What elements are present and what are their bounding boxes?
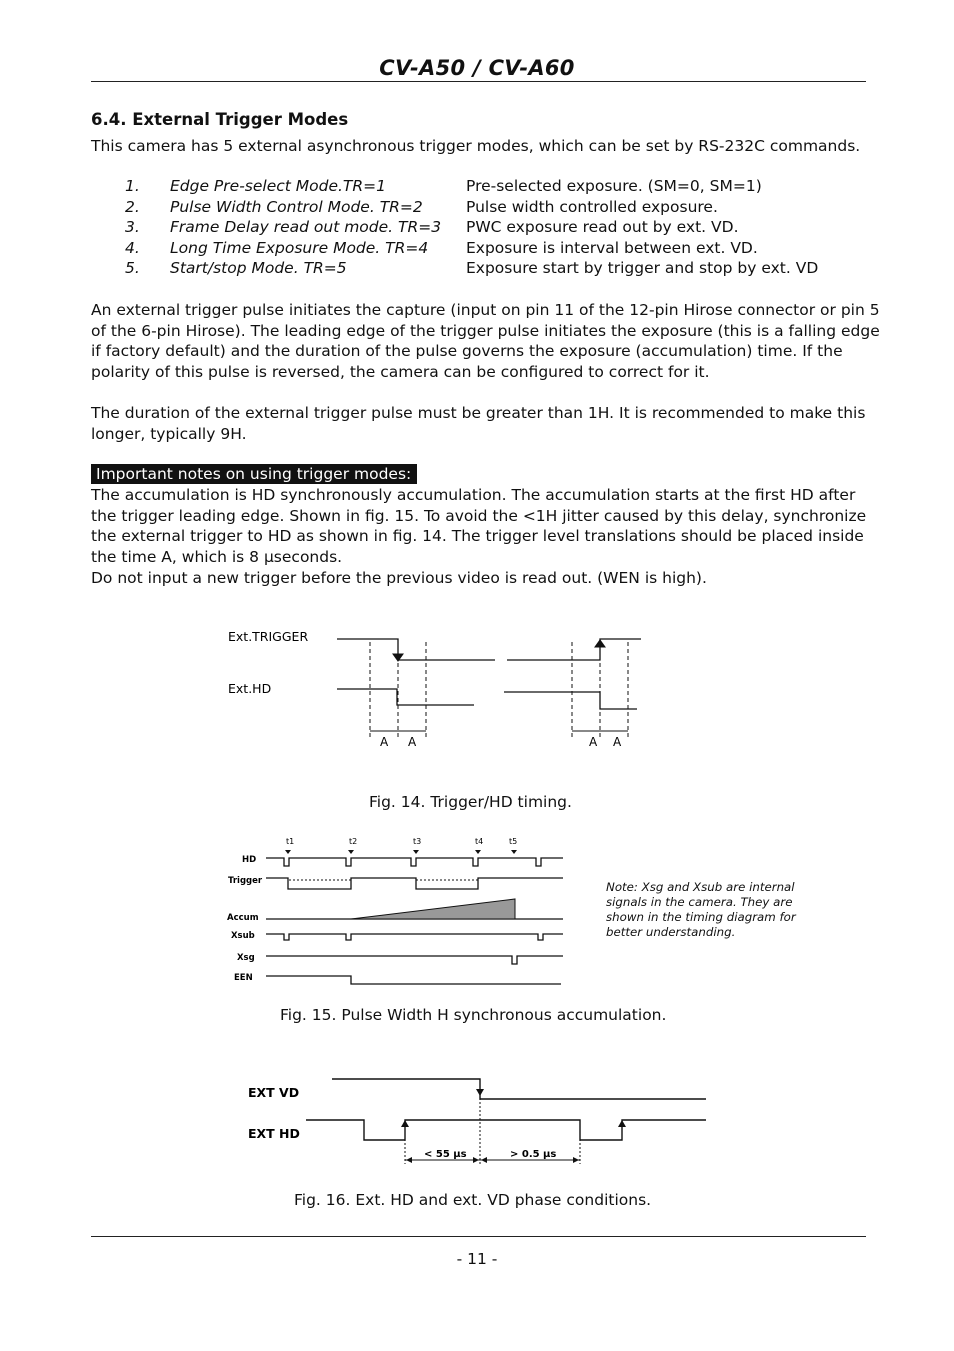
footer-rule bbox=[91, 1236, 866, 1237]
fig16-interval-arrow bbox=[481, 1157, 487, 1163]
mode-name: Edge Pre-select Mode.TR=1 bbox=[170, 177, 387, 195]
notes-heading: Important notes on using trigger modes: bbox=[91, 464, 417, 484]
fig14-hd-right-waveform bbox=[504, 692, 637, 709]
mode-name: Long Time Exposure Mode. TR=4 bbox=[170, 239, 429, 257]
fig15-t-marker bbox=[475, 850, 481, 854]
fig14-label-hd: Ext.HD bbox=[228, 681, 272, 696]
mode-description: Pre-selected exposure. (SM=0, SM=1) bbox=[466, 177, 762, 195]
fig15-t-label: t5 bbox=[509, 837, 518, 846]
notes-warning: Do not input a new trigger before the previous video is read out. (WEN is high). bbox=[91, 569, 707, 587]
fig16-vd-waveform bbox=[332, 1079, 706, 1099]
mode-description: Pulse width controlled exposure. bbox=[466, 198, 718, 216]
fig15-signal-label: Trigger bbox=[228, 876, 263, 886]
fig15-t-marker bbox=[413, 850, 419, 854]
mode-description: Exposure is interval between ext. VD. bbox=[466, 239, 758, 257]
fig15-signal-label: Xsub bbox=[231, 931, 255, 941]
fig15-t-marker bbox=[511, 850, 517, 854]
fig16-label-hd: EXT HD bbox=[248, 1126, 300, 1141]
fig16-interval-arrow bbox=[573, 1157, 579, 1163]
fig14-label-trigger: Ext.TRIGGER bbox=[228, 629, 309, 644]
fig14-edge-arrow bbox=[595, 640, 605, 647]
paragraph-pulse-duration: The duration of the external trigger pulse must be greater than 1H. It is recommended to make this longer, typically 9H. bbox=[91, 404, 866, 443]
fig15-caption: Fig. 15. Pulse Width H synchronous accumulation. bbox=[280, 1006, 667, 1024]
mode-name: Start/stop Mode. TR=5 bbox=[170, 259, 347, 277]
fig16-label-vd: EXT VD bbox=[248, 1085, 300, 1100]
mode-name: Frame Delay read out mode. TR=3 bbox=[170, 218, 442, 236]
fig15-timing-diagram bbox=[222, 832, 572, 992]
notes-paragraph: The accumulation is HD synchronously accumulation. The accumulation starts at the first HD after the trigger leading edge. Shown in fig. 15. To avoid the <1H jitter caused by this delay, synchronize the external trigger to HD as shown in fig. 14. The trigger level translations should be placed inside the time A, which is 8 μseconds. bbox=[91, 486, 867, 566]
mode-number: 1. bbox=[125, 177, 140, 195]
fig15-xsub-waveform bbox=[266, 934, 563, 940]
fig15-xsg-waveform bbox=[266, 956, 563, 964]
mode-number: 5. bbox=[125, 259, 140, 277]
fig15-t-marker bbox=[285, 850, 291, 854]
fig16-interval-arrow bbox=[473, 1157, 479, 1163]
fig15-t-marker bbox=[348, 850, 354, 854]
fig16-interval-arrow bbox=[406, 1157, 412, 1163]
fig15-accum-ramp bbox=[351, 899, 515, 919]
fig14-caption: Fig. 14. Trigger/HD timing. bbox=[369, 793, 572, 811]
fig15-t-label: t1 bbox=[286, 837, 295, 846]
mode-number: 3. bbox=[125, 218, 140, 236]
section-title: 6.4. External Trigger Modes bbox=[91, 110, 349, 129]
mode-number: 4. bbox=[125, 239, 140, 257]
mode-description: PWC exposure read out by ext. VD. bbox=[466, 218, 739, 236]
fig14-a-label: A bbox=[589, 735, 598, 749]
fig15-t-label: t4 bbox=[475, 837, 484, 846]
header-rule bbox=[91, 81, 866, 82]
fig14-a-label: A bbox=[380, 735, 389, 749]
fig16-hd-edge-arrow bbox=[401, 1120, 409, 1127]
paragraph-trigger-pulse: An external trigger pulse initiates the capture (input on pin 11 of the 12-pin Hirose connector or pin 5 of the 6-pin Hirose). The leading edge of the trigger pulse initiates the exposure (this is a falling edge if factory default) and the duration of the pulse governs the exposure (accumulation) time. If the polarity of this pulse is reversed, the camera can be configured to correct for it. bbox=[91, 301, 880, 381]
fig14-a-label: A bbox=[408, 735, 417, 749]
section-intro: This camera has 5 external asynchronous trigger modes, which can be set by RS-232C commands. bbox=[91, 137, 861, 155]
fig16-interval-right: > 0.5 μs bbox=[510, 1149, 557, 1160]
mode-name: Pulse Width Control Mode. TR=2 bbox=[170, 198, 423, 216]
fig16-timing-diagram bbox=[240, 1068, 715, 1168]
fig15-t-label: t2 bbox=[349, 837, 358, 846]
fig14-hd-left-waveform bbox=[337, 689, 474, 705]
mode-number: 2. bbox=[125, 198, 140, 216]
fig15-note: Note: Xsg and Xsub are internal signals in the camera. They are shown in the timing diagram for better understanding. bbox=[606, 880, 796, 939]
fig16-hd-edge-arrow bbox=[618, 1120, 626, 1127]
fig15-signal-label: Xsg bbox=[237, 953, 255, 963]
fig16-caption: Fig. 16. Ext. HD and ext. VD phase conditions. bbox=[294, 1191, 652, 1209]
fig14-a-label: A bbox=[613, 735, 622, 749]
fig15-signal-label: HD bbox=[242, 855, 257, 865]
fig16-hd-waveform bbox=[306, 1120, 706, 1140]
fig15-signal-label: EEN bbox=[234, 973, 253, 983]
page-number: - 11 - bbox=[456, 1250, 498, 1268]
fig14-trigger-right-waveform bbox=[507, 639, 641, 660]
fig14-timing-diagram bbox=[220, 620, 660, 755]
fig14-trigger-left-waveform bbox=[337, 639, 495, 660]
fig15-een-waveform bbox=[266, 976, 561, 984]
document-header-title: CV-A50 / CV-A60 bbox=[379, 56, 575, 80]
fig16-interval-left: < 55 μs bbox=[424, 1149, 467, 1160]
fig15-hd-waveform bbox=[266, 858, 563, 866]
fig15-signal-label: Accum bbox=[227, 913, 259, 923]
fig16-vd-edge-arrow bbox=[476, 1089, 484, 1096]
fig15-t-label: t3 bbox=[413, 837, 422, 846]
mode-description: Exposure start by trigger and stop by ext. VD bbox=[466, 259, 819, 277]
